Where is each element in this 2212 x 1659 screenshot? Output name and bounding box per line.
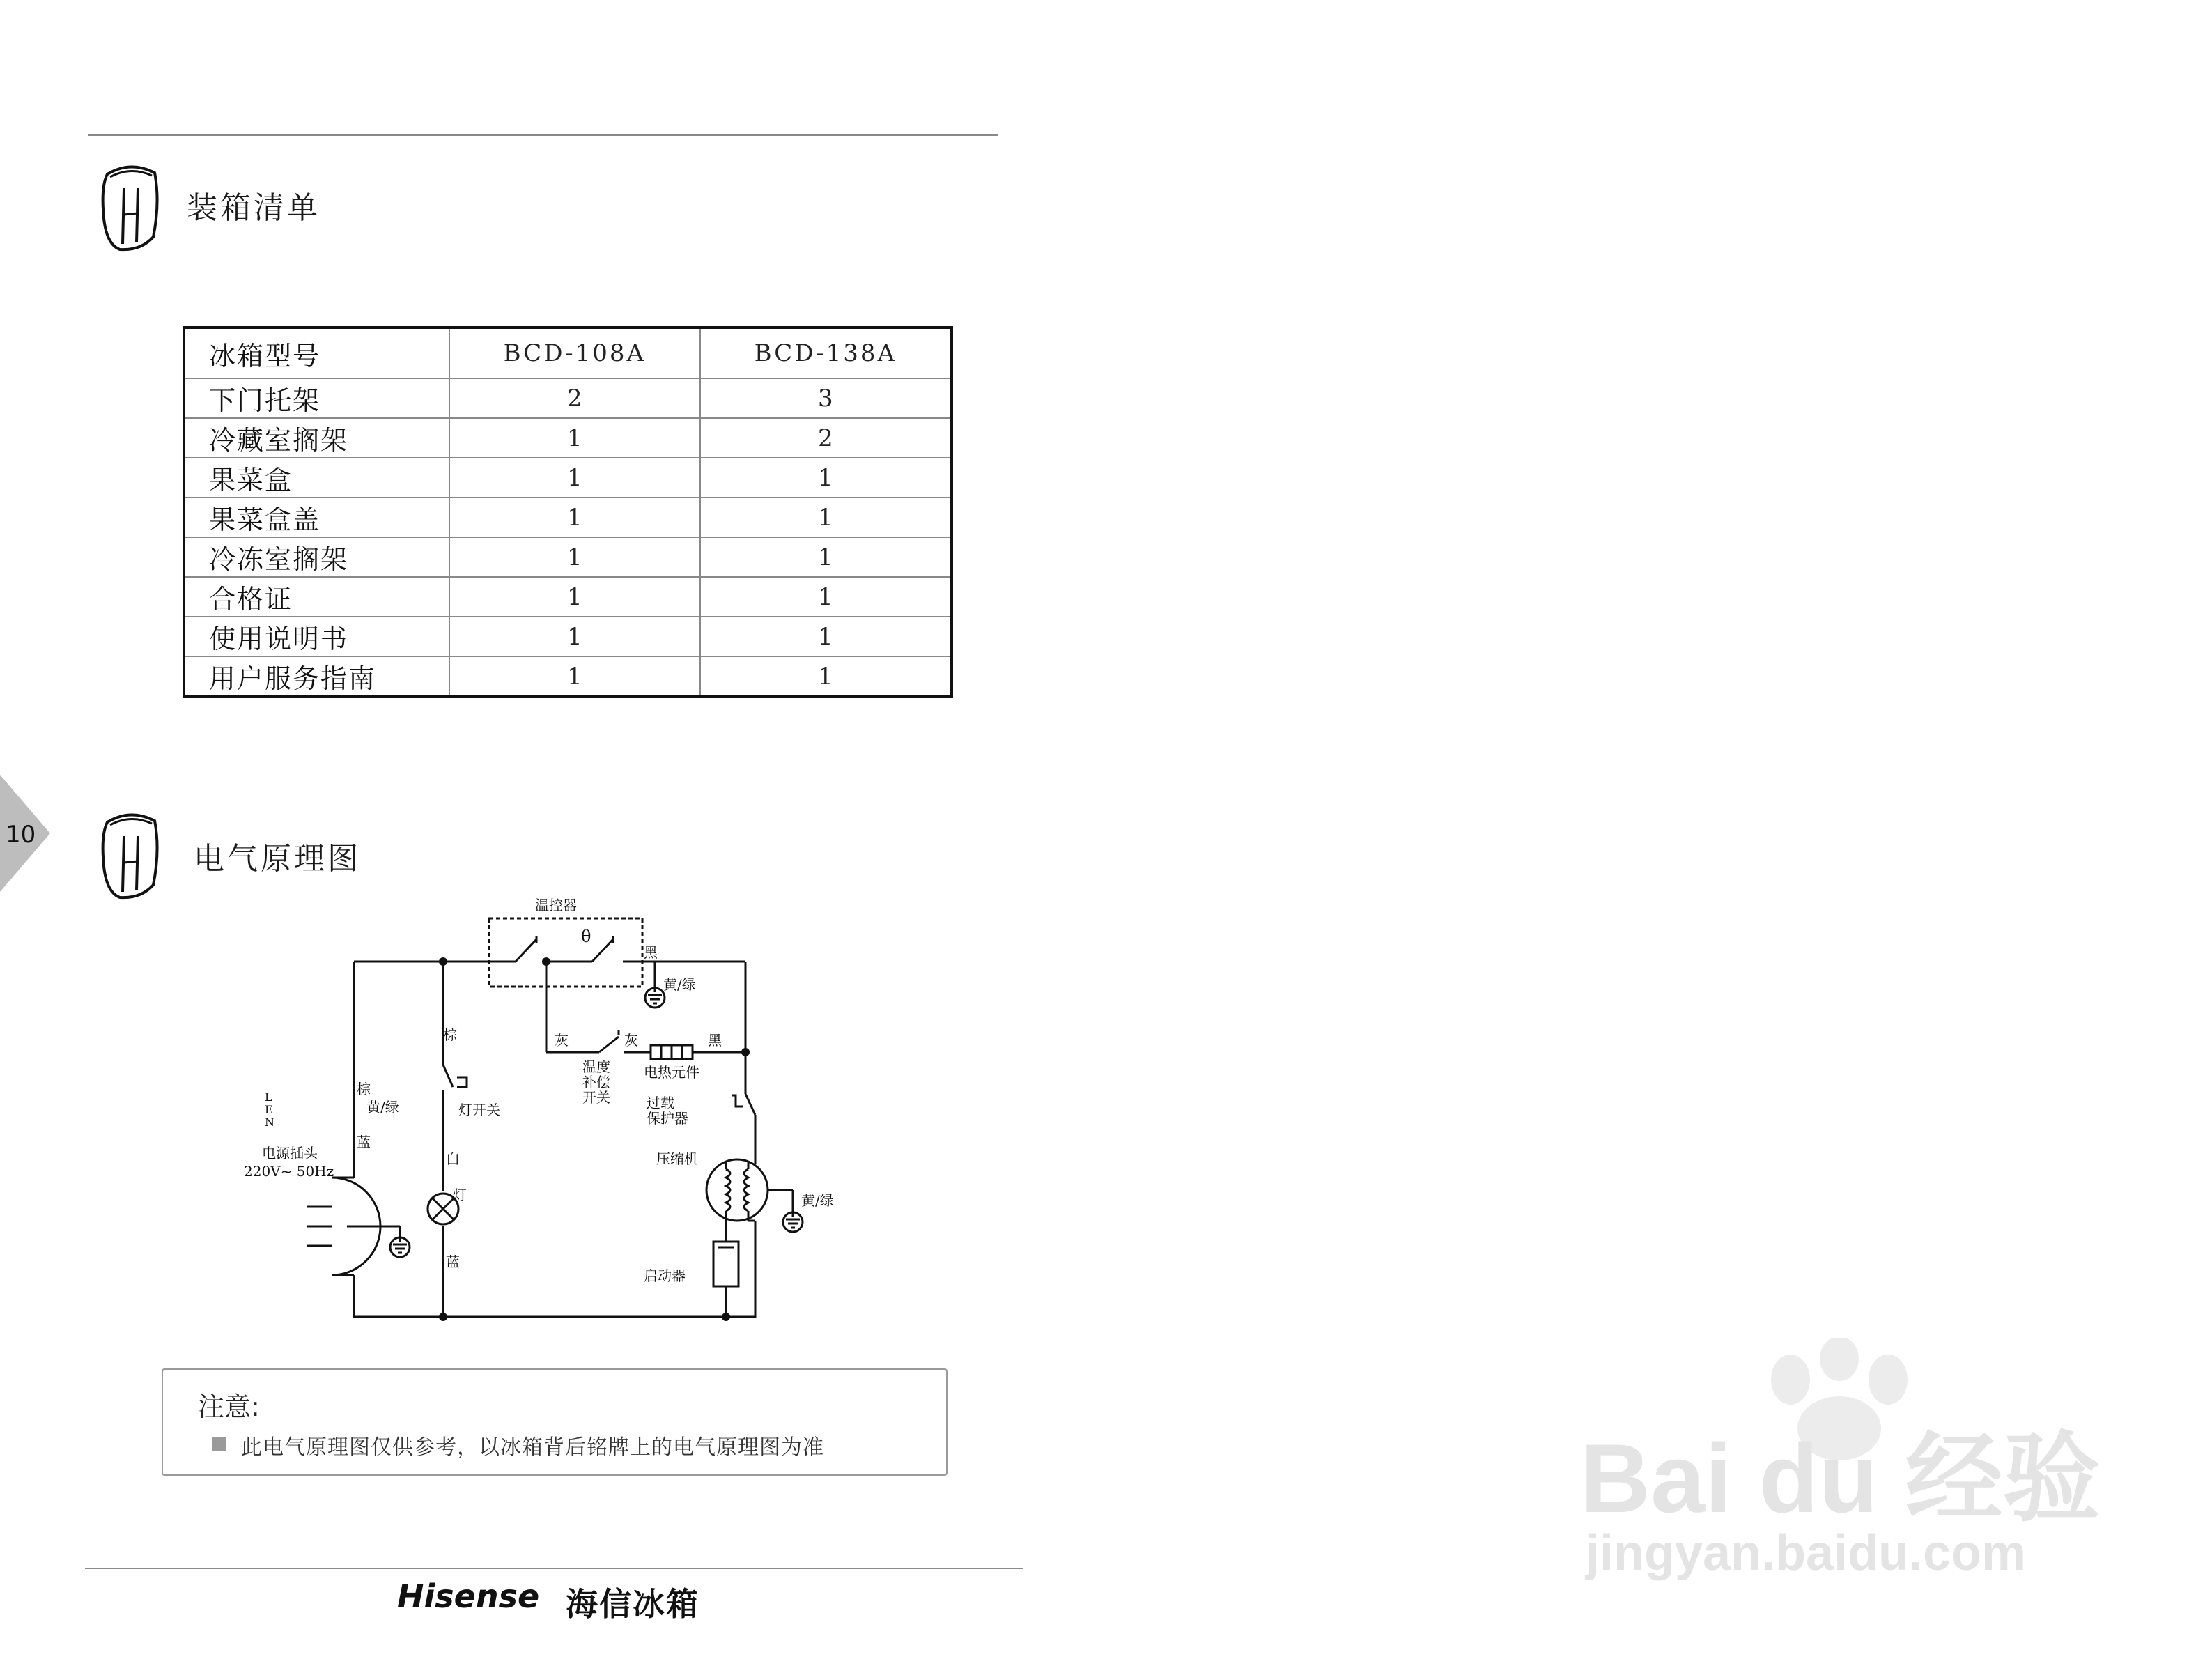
table-cell: 用户服务指南: [184, 656, 449, 697]
table-cell: 1: [700, 656, 952, 697]
table-cell: 冷藏室搁架: [184, 418, 449, 458]
label-compressor: 压缩机: [656, 1150, 698, 1167]
bottom-divider: [85, 1568, 1023, 1569]
table-cell: 果菜盒盖: [184, 497, 449, 537]
table-header-cell: BCD-138A: [700, 327, 952, 378]
watermark-url: jingyan.baidu.com: [1586, 1525, 2027, 1581]
table-cell: 1: [700, 497, 952, 537]
table-cell: 1: [700, 537, 952, 577]
table-cell: 下门托架: [184, 378, 449, 418]
label-white: 白: [446, 1150, 460, 1167]
label-blue-2: 蓝: [446, 1253, 460, 1270]
table-cell: 1: [700, 577, 952, 617]
table-row: [184, 577, 952, 617]
label-voltage: 220V~ 50Hz: [244, 1163, 334, 1180]
packing-list-table: [183, 326, 953, 698]
label-light-switch: 灯开关: [458, 1102, 500, 1118]
label-temp-comp-3: 开关: [582, 1089, 610, 1106]
table-row: [184, 617, 952, 656]
table-cell: 1: [449, 497, 700, 537]
label-theta: θ: [581, 927, 591, 946]
label-plug-L: L: [265, 1090, 272, 1104]
label-overload-1: 过载: [647, 1095, 674, 1111]
table-row: [184, 537, 952, 577]
table-cell: 1: [449, 537, 700, 577]
label-black-1: 黑: [644, 944, 658, 961]
table-header-cell: BCD-108A: [449, 327, 700, 378]
table-cell: 2: [449, 378, 700, 418]
label-plug: 电源插头: [262, 1145, 318, 1162]
hisense-brand-logo: Hisense: [397, 1577, 540, 1615]
label-gray-1: 灰: [555, 1032, 569, 1049]
circuit-diagram: [237, 885, 892, 1331]
table-cell: 3: [700, 378, 952, 418]
table-cell: 合格证: [184, 577, 449, 617]
label-black-2: 黑: [708, 1032, 722, 1049]
table-cell: 1: [449, 577, 700, 617]
circuit-diagram-title: 电气原理图: [194, 841, 361, 877]
note-text: 此电气原理图仅供参考，以冰箱背后铭牌上的电气原理图为准: [241, 1435, 824, 1460]
table-cell: 果菜盒: [184, 458, 449, 497]
note-bullet: [212, 1437, 226, 1451]
page-number: 10: [6, 821, 36, 849]
table-cell: 1: [449, 458, 700, 497]
label-yellow-green-3: 黄/绿: [801, 1192, 834, 1209]
label-brown-1: 棕: [443, 1026, 457, 1043]
brand-name-cn: 海信冰箱: [566, 1585, 699, 1623]
table-header-row: [184, 327, 952, 378]
hisense-section-icon: [99, 160, 162, 258]
table-cell: 1: [449, 617, 700, 656]
note-title: 注意:: [198, 1391, 260, 1422]
note-box: [162, 1368, 948, 1476]
label-overload-2: 保护器: [647, 1110, 688, 1127]
label-thermostat: 温控器: [535, 897, 577, 913]
table-cell: 冷冻室搁架: [184, 537, 449, 577]
table-cell: 1: [449, 656, 700, 697]
table-cell: 1: [449, 418, 700, 458]
label-plug-N: N: [265, 1116, 274, 1129]
table-cell: 1: [700, 617, 952, 656]
label-yellow-green-2: 黄/绿: [366, 1099, 399, 1116]
label-blue-1: 蓝: [357, 1134, 371, 1150]
label-yellow-green-1: 黄/绿: [663, 976, 696, 993]
watermark-logo: Bai du 经验: [1580, 1423, 2101, 1533]
table-row: [184, 378, 952, 418]
table-cell: 使用说明书: [184, 617, 449, 656]
hisense-section-icon: [99, 808, 162, 906]
table-header-cell: 冰箱型号: [184, 327, 449, 378]
label-lamp: 灯: [453, 1187, 467, 1203]
label-plug-E: E: [265, 1103, 273, 1116]
packing-list-title: 装箱清单: [187, 190, 320, 226]
top-divider: [88, 134, 998, 136]
label-heater: 电热元件: [644, 1064, 699, 1081]
label-brown-2: 棕: [357, 1081, 371, 1097]
table-cell: 2: [700, 418, 952, 458]
table-row: [184, 418, 952, 458]
table-row: [184, 656, 952, 697]
label-starter: 启动器: [644, 1267, 686, 1284]
label-temp-comp-2: 补偿: [582, 1074, 610, 1090]
table-row: [184, 458, 952, 497]
table-cell: 1: [700, 458, 952, 497]
label-temp-comp-1: 温度: [582, 1058, 610, 1075]
label-gray-2: 灰: [624, 1032, 638, 1049]
table-row: [184, 497, 952, 537]
